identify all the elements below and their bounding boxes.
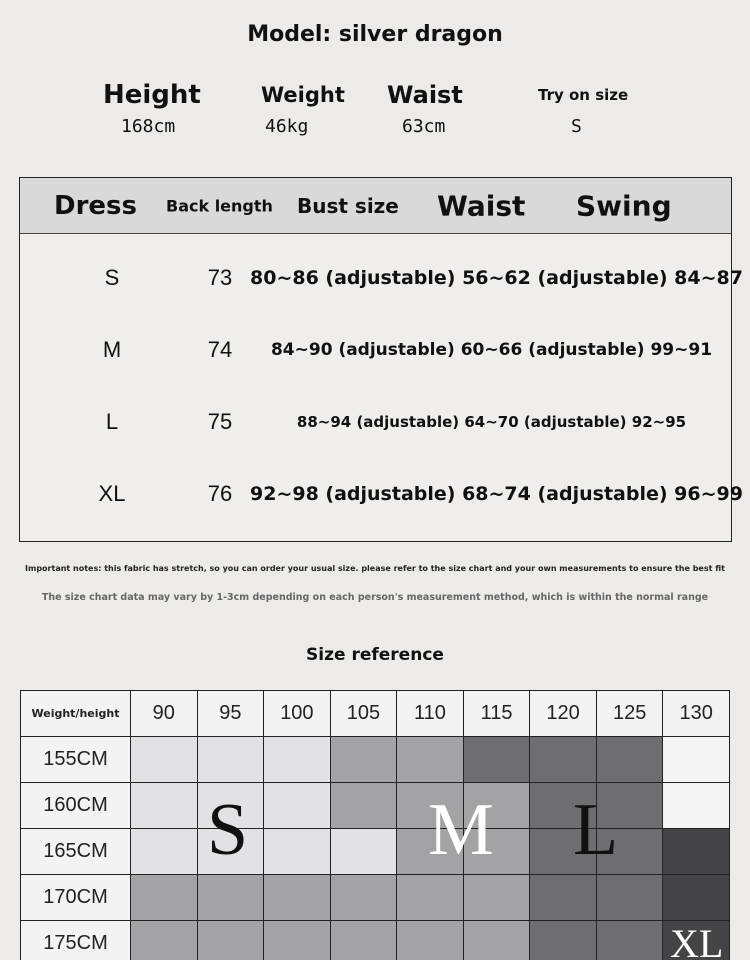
grid-cell-l (530, 737, 597, 783)
try-on-size-value: S (571, 116, 582, 137)
weight-header: 100 (264, 691, 331, 737)
grid-cell-xl (663, 875, 730, 921)
weight-header: 110 (397, 691, 464, 737)
grid-cell-m (264, 921, 331, 960)
size-row-l (20, 386, 731, 458)
height-row-label: 165CM (21, 829, 131, 875)
grid-cell-s (264, 737, 331, 783)
weight-header: 95 (198, 691, 265, 737)
grid-cell-s (198, 829, 265, 875)
grid-cell-m (464, 829, 531, 875)
grid-cell-m (331, 783, 398, 829)
grid-cell-m (198, 875, 265, 921)
grid-cell-s (264, 783, 331, 829)
size-table-header (20, 178, 731, 234)
back-length-value: 74 (207, 337, 233, 362)
measurements-text: 92~98 (adjustable) 68~74 (adjustable) 96~99 (250, 483, 743, 505)
size-row-s (20, 242, 743, 314)
variance-note: The size chart data may vary by 1-3cm depending on each person's measurement method, which is within the normal range (41, 592, 709, 603)
grid-cell-m (331, 737, 398, 783)
grid-cell-m (397, 875, 464, 921)
size-label: S (104, 265, 120, 290)
grid-cell-empty (663, 783, 730, 829)
grid-cell-l (530, 783, 597, 829)
weight-value: 46kg (265, 116, 309, 137)
grid-cell-l (597, 783, 664, 829)
size-label: XL (98, 481, 126, 506)
grid-cell-m (331, 921, 398, 960)
waist-value: 63cm (402, 116, 446, 137)
weight-header: 130 (663, 691, 730, 737)
weight-header: 90 (131, 691, 198, 737)
back-length-value: 76 (207, 481, 233, 506)
grid-cell-l (597, 875, 664, 921)
grid-corner-label: Weight/height (21, 691, 131, 737)
grid-cell-m (131, 875, 198, 921)
page-title: Model: silver dragon (247, 22, 503, 47)
measurements-text: 80~86 (adjustable) 56~62 (adjustable) 84~87 (250, 267, 743, 289)
grid-cell-s (131, 829, 198, 875)
header-waist: Waist (437, 189, 526, 222)
grid-cell-s (131, 783, 198, 829)
grid-cell-l (597, 921, 664, 960)
weight-header: 125 (597, 691, 664, 737)
back-length-value: 75 (207, 409, 233, 434)
height-row-label: 170CM (21, 875, 131, 921)
grid-cell-l (530, 875, 597, 921)
size-label: L (105, 409, 119, 434)
grid-cell-m (464, 921, 531, 960)
grid-cell-m (397, 921, 464, 960)
header-back-length: Back length (166, 196, 273, 215)
grid-cell-empty (663, 737, 730, 783)
grid-cell-m (264, 875, 331, 921)
grid-cell-l (530, 829, 597, 875)
height-row-label: 175CM (21, 921, 131, 960)
header-swing: Swing (576, 189, 672, 222)
important-note: Important notes: this fabric has stretch, so you can order your usual size. please refer to the size chart and your own measurements to ensure the best fit (25, 564, 725, 573)
header-dress: Dress (54, 190, 137, 221)
weight-header: 120 (530, 691, 597, 737)
header-bust-size: Bust size (297, 193, 399, 218)
try-on-size-label: Try on size (538, 86, 629, 104)
size-l-marker: L (573, 789, 619, 871)
grid-cell-s (264, 829, 331, 875)
grid-cell-m (397, 737, 464, 783)
weight-header: 115 (464, 691, 531, 737)
grid-cell-s (131, 737, 198, 783)
grid-cell-m (331, 875, 398, 921)
size-xl-marker: XL (670, 921, 724, 960)
weight-label: Weight (261, 83, 345, 107)
grid-cell-s (331, 829, 398, 875)
grid-cell-s (198, 783, 265, 829)
size-table (19, 177, 743, 542)
grid-cell-m (198, 921, 265, 960)
size-label: M (102, 337, 122, 362)
measurements-text: 84~90 (adjustable) 60~66 (adjustable) 99~91 (270, 340, 713, 360)
height-row-label: 160CM (21, 783, 131, 829)
grid-cell-l (597, 829, 664, 875)
size-row-xl (20, 458, 743, 530)
grid-cell-l (597, 737, 664, 783)
grid-cell-m (464, 783, 531, 829)
height-value: 168cm (121, 116, 176, 137)
grid-cell-m (397, 783, 464, 829)
grid-cell-m (131, 921, 198, 960)
grid-cell-m (464, 875, 531, 921)
grid-cell-s (198, 737, 265, 783)
waist-label: Waist (387, 81, 463, 109)
grid-cell-xl (663, 921, 730, 960)
size-row-m (20, 314, 731, 386)
height-label: Height (103, 80, 201, 110)
size-reference-title: Size reference (306, 645, 444, 665)
height-row-label: 155CM (21, 737, 131, 783)
grid-cell-m (397, 829, 464, 875)
size-reference-grid (20, 690, 730, 960)
grid-cell-l (464, 737, 531, 783)
grid-cell-l (530, 921, 597, 960)
size-m-marker: M (428, 789, 494, 871)
weight-header: 105 (331, 691, 398, 737)
size-s-marker: S (207, 789, 249, 871)
measurements-text: 88~94 (adjustable) 64~70 (adjustable) 92~95 (296, 413, 687, 431)
back-length-value: 73 (207, 265, 233, 290)
grid-cell-xl (663, 829, 730, 875)
